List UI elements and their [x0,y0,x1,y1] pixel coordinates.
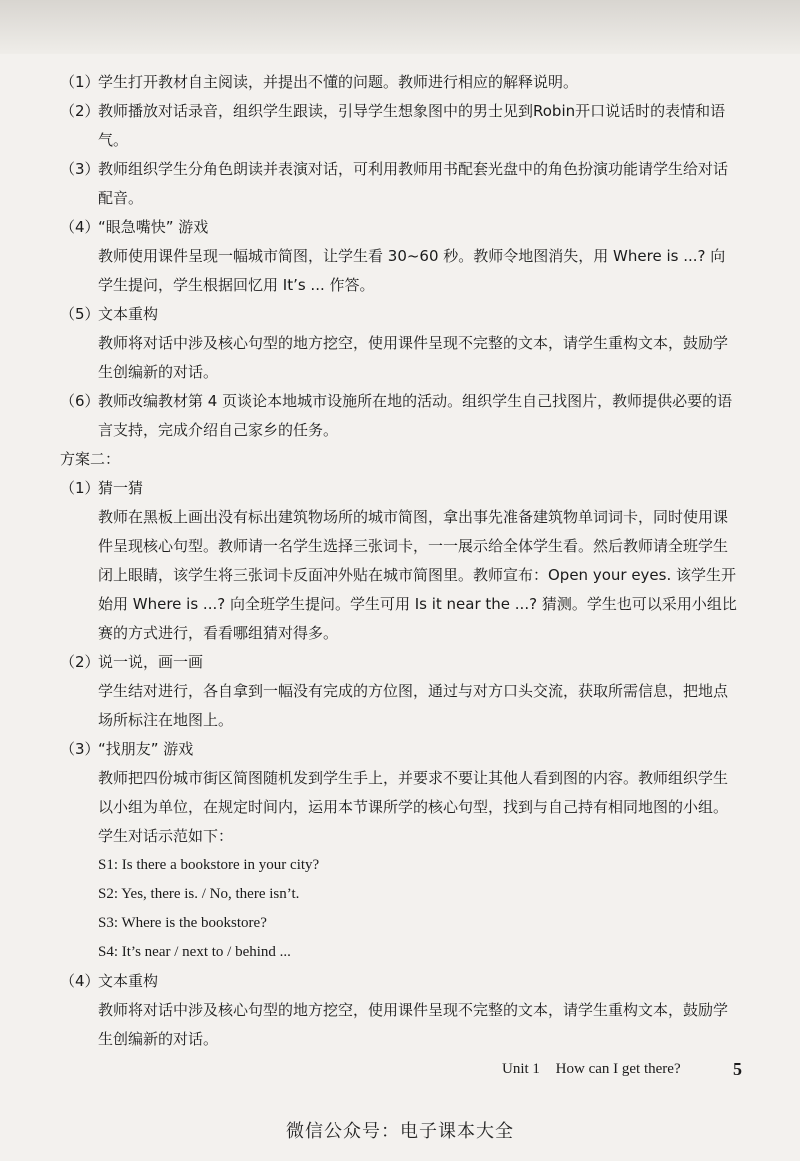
list-item [60,387,740,445]
item-text: 教师组织学生分角色朗读并表演对话，可利用教师用书配套光盘中的角色扮演功能请学生给对话配音。 [98,160,729,207]
page-number: 5 [733,1059,742,1079]
item-heading: “找朋友” 游戏 [98,740,194,758]
page-top-band [0,0,800,54]
item-description: 教师将对话中涉及核心句型的地方挖空，使用课件呈现不完整的文本，请学生重构文本，鼓励学生创编新的对话。 [98,1001,729,1048]
unit-title: How can I get there? [555,1061,681,1077]
item-heading: 文本重构 [98,305,159,323]
item-heading: 文本重构 [98,972,159,990]
watermark-text: 微信公众号：电子课本大全 [286,1121,514,1142]
list-item [60,213,740,242]
item-text: 教师播放对话录音，组织学生跟读，引导学生想象图中的男士见到Robin开口说话时的表情和语气。 [98,102,726,149]
item-heading: 猜一猜 [98,479,144,497]
item-description: 教师在黑板上画出没有标出建筑物场所的城市简图，拿出事先准备建筑物单词词卡，同时使用课件呈现核心句型。教师请一名学生选择三张词卡，一一展示给全体学生看。然后教师请全班学生闭上眼睛，该学生将三张词卡反面冲外贴在城市简图里。教师宣布：Open your eyes. 该学生开始用 Where is ...? 向全班学生提问。学生可用 Is it near the ...? 猜测。学生也可以采用小组比赛的方式进行，看看哪组猜对得多。 [98,508,737,642]
item-number: （4） [60,218,100,236]
list-item [60,300,740,329]
item-description: 学生结对进行，各自拿到一幅没有完成的方位图，通过与对方口头交流，获取所需信息，把地点场所标注在地图上。 [98,682,729,729]
item-number: （3） [60,160,100,178]
section-title: 方案二： [60,450,121,468]
item-text: 教师改编教材第 4 页谈论本地城市设施所在地的活动。组织学生自己找图片，教师提供必要的语言支持，完成介绍自己家乡的任务。 [98,392,733,439]
dialogue-line: S3: Where is the bookstore? [98,915,267,931]
list-item [60,967,740,996]
dialogue-intro: 学生对话示范如下： [98,827,234,845]
item-number: （1） [60,73,100,91]
item-description: 教师将对话中涉及核心句型的地方挖空，使用课件呈现不完整的文本，请学生重构文本，鼓励学生创编新的对话。 [98,334,729,381]
item-number: （1） [60,479,100,497]
item-number: （2） [60,653,100,671]
list-item [60,97,740,155]
dialogue-line: S4: It’s near / next to / behind ... [98,944,291,960]
page-footer [502,1061,742,1078]
list-item [60,648,740,677]
item-number: （3） [60,740,100,758]
item-number: （4） [60,972,100,990]
item-text: 学生打开教材自主阅读，并提出不懂的问题。教师进行相应的解释说明。 [98,73,579,91]
item-description: 教师使用课件呈现一幅城市简图，让学生看 30~60 秒。教师令地图消失，用 Where is ...? 向学生提问，学生根据回忆用 It’s ... 作答。 [98,247,726,294]
item-number: （6） [60,392,100,410]
item-number: （2） [60,102,100,120]
list-item [60,68,740,97]
lesson-content [60,68,740,1054]
dialogue-line: S1: Is there a bookstore in your city? [98,857,320,873]
item-heading: 说一说，画一画 [98,653,204,671]
unit-label: Unit 1 [502,1061,540,1077]
list-item [60,474,740,503]
item-description: 教师把四份城市街区简图随机发到学生手上，并要求不要让其他人看到图的内容。教师组织学生以小组为单位，在规定时间内，运用本节课所学的核心句型，找到与自己持有相同地图的小组。 [98,769,729,816]
item-heading: “眼急嘴快” 游戏 [98,218,209,236]
item-number: （5） [60,305,100,323]
dialogue-line: S2: Yes, there is. / No, there isn’t. [98,886,300,902]
list-item [60,735,740,764]
list-item [60,155,740,213]
